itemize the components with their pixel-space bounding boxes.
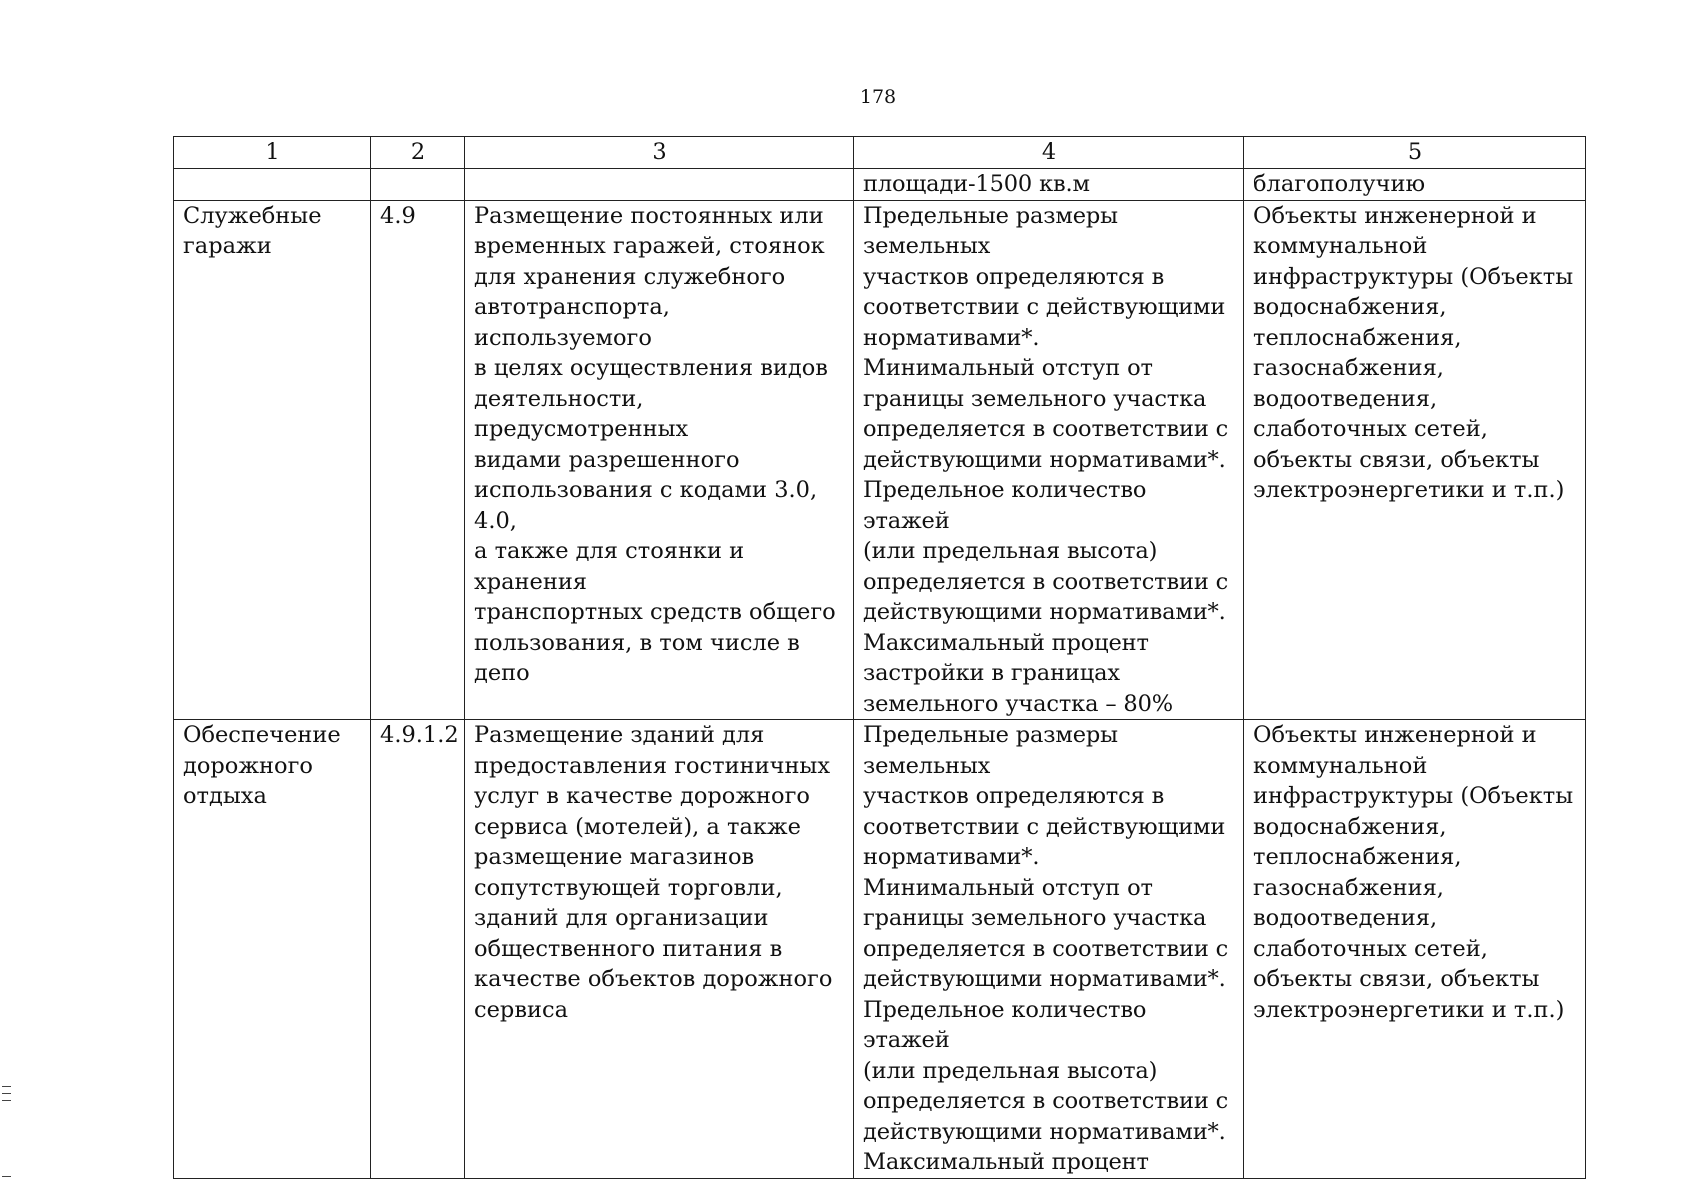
restrictions-cell: Объекты инженерной и коммунальной инфраструктуры (Объекты водоснабжения, теплоснабжения, газоснабжения, водоотведения, слаботочных сетей, объекты связи, объекты электроэнергетики и т.п.) — [1244, 200, 1586, 720]
header-cell-5: 5 — [1244, 137, 1586, 169]
scan-margin-mark — [2, 1176, 11, 1177]
table-row — [174, 720, 1586, 1179]
use-description-cell: Размещение постоянных или временных гаражей, стоянок для хранения служебного автотранспорта, используемого в целях осуществления видов деятельности, предусмотренных видами разрешенного использования с кодами 3.0, 4.0, а также для стоянки и хранения транспортных средств общего пользования, в том числе в депо — [465, 200, 854, 720]
continuation-cell-description — [465, 169, 854, 201]
scan-margin-mark — [2, 1086, 11, 1087]
table-row — [174, 200, 1586, 720]
use-description-cell: Размещение зданий для предоставления гостиничных услуг в качестве дорожного сервиса (мотелей), а также размещение магазинов сопутствующей торговли, зданий для организации общественного питания в качестве объектов дорожного сервиса — [465, 720, 854, 1179]
continuation-cell-parameters: площади-1500 кв.м — [854, 169, 1244, 201]
continuation-row — [174, 169, 1586, 201]
scan-margin-mark — [2, 1093, 11, 1094]
header-cell-2: 2 — [371, 137, 465, 169]
use-code-cell: 4.9 — [371, 200, 465, 720]
parameters-cell: Предельные размеры земельных участков определяются в соответствии с действующими нормативами*. Минимальный отступ от границы земельного участка определяется в соответствии с действующими нормативами*. Предельное количество этажей (или предельная высота) определяется в соответствии с действующими нормативами*. Максимальный процент — [854, 720, 1244, 1179]
continuation-cell-name — [174, 169, 371, 201]
table-header-row — [174, 137, 1586, 169]
scan-margin-mark — [2, 1100, 11, 1101]
header-cell-4: 4 — [854, 137, 1244, 169]
continuation-cell-code — [371, 169, 465, 201]
header-cell-3: 3 — [465, 137, 854, 169]
header-cell-1: 1 — [174, 137, 371, 169]
parameters-cell: Предельные размеры земельных участков определяются в соответствии с действующими нормативами*. Минимальный отступ от границы земельного участка определяется в соответствии с действующими нормативами*. Предельное количество этажей (или предельная высота) определяется в соответствии с действующими нормативами*. Максимальный процент застройки в границах земельного участка – 80% — [854, 200, 1244, 720]
continuation-cell-restrictions: благополучию — [1244, 169, 1586, 201]
use-name-cell: Служебные гаражи — [174, 200, 371, 720]
use-code-cell: 4.9.1.2 — [371, 720, 465, 1179]
use-name-cell: Обеспечение дорожного отдыха — [174, 720, 371, 1179]
restrictions-cell: Объекты инженерной и коммунальной инфраструктуры (Объекты водоснабжения, теплоснабжения, газоснабжения, водоотведения, слаботочных сетей, объекты связи, объекты электроэнергетики и т.п.) — [1244, 720, 1586, 1179]
page-number: 178 — [859, 86, 897, 108]
zoning-table — [173, 136, 1586, 1179]
